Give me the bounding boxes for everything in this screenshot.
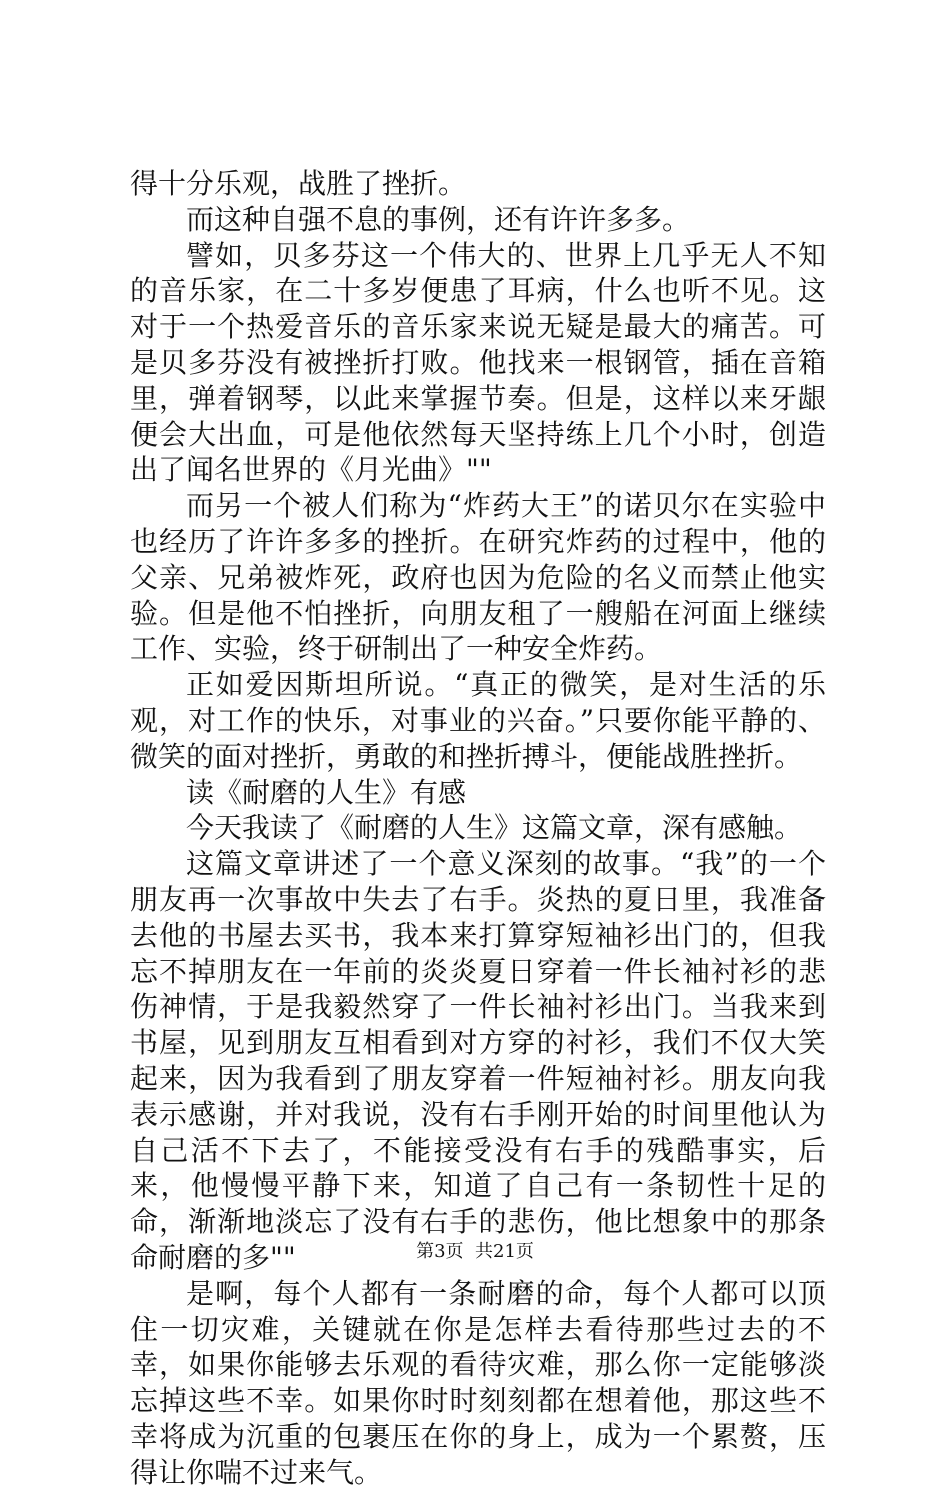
total-pages-number: 21 [493, 1241, 516, 1262]
paragraph: 得十分乐观，战胜了挫折。 [130, 167, 467, 200]
paragraph: 是啊，每个人都有一条耐磨的命，每个人都可以顶住一切灾难，关键就在你是怎样去看待那些过去的不幸，如果你能够去乐观的看待灾难，那么你一定能够淡忘掉这些不幸。如果你时时刻刻都在想着他，那这些不幸将成为沉重的包裹压在你的身上，成为一个累赘，压得让你喘不过来气。 [130, 1276, 826, 1489]
paragraph: 这篇文章讲述了一个意义深刻的故事。“我”的一个朋友再一次事故中失去了右手。炎热的夏日里，我准备去他的书屋去买书，我本来打算穿短袖衫出门的，但我忘不掉朋友在一年前的炎炎夏日穿着一件长袖衬衫的悲伤神情，于是我毅然穿了一件长袖衬衫出门。当我来到书屋，见到朋友互相看到对方穿的衬衫，我们不仅大笑起来，因为我看到了朋友穿着一件短袖衬衫。朋友向我表示感谢，并对我说，没有右手刚开始的时间里他认为自己活不下去了，不能接受没有右手的残酷事实，后来，他慢慢平静下来，知道了自己有一条韧性十足的命，渐渐地淡忘了没有右手的悲伤，他比想象中的那条命耐磨的多"" [130, 847, 826, 1274]
section-title: 读《耐磨的人生》有感 [186, 775, 467, 809]
paragraph: 而这种自强不息的事例，还有许许多多。 [186, 202, 691, 236]
paragraph: 今天我读了《耐磨的人生》这篇文章，深有感触。 [186, 811, 803, 845]
page-footer [0, 1240, 950, 1264]
footer-suffix: 页 [515, 1241, 534, 1262]
paragraph: 而另一个被人们称为“炸药大王”的诺贝尔在实验中也经历了许许多多的挫折。在研究炸药的过程中，他的父亲、兄弟被炸死，政府也因为危险的名义而禁止他实验。但是他不怕挫折，向朋友租了一艘船在河面上继续工作、实验，终于研制出了一种安全炸药。 [130, 489, 826, 666]
current-page-number: 3 [434, 1241, 446, 1262]
footer-middle: 页 共 [445, 1241, 493, 1262]
footer-prefix: 第 [416, 1241, 435, 1262]
paragraph: 譬如，贝多芬这一个伟大的、世界上几乎无人不知的音乐家，在二十多岁便患了耳病，什么也听不见。这对于一个热爱音乐的音乐家来说无疑是最大的痛苦。可是贝多芬没有被挫折打败。他找来一根钢管，插在音箱里，弹着钢琴，以此来掌握节奏。但是，这样以来牙龈便会大出血，可是他依然每天坚持练上几个小时，创造出了闻名世界的《月光曲》"" [130, 238, 826, 487]
document-body [130, 166, 826, 1490]
paragraph: 正如爱因斯坦所说。“真正的微笑，是对生活的乐观，对工作的快乐，对事业的兴奋。”只要你能平静的、微笑的面对挫折，勇敢的和挫折搏斗，便能战胜挫折。 [130, 668, 826, 773]
